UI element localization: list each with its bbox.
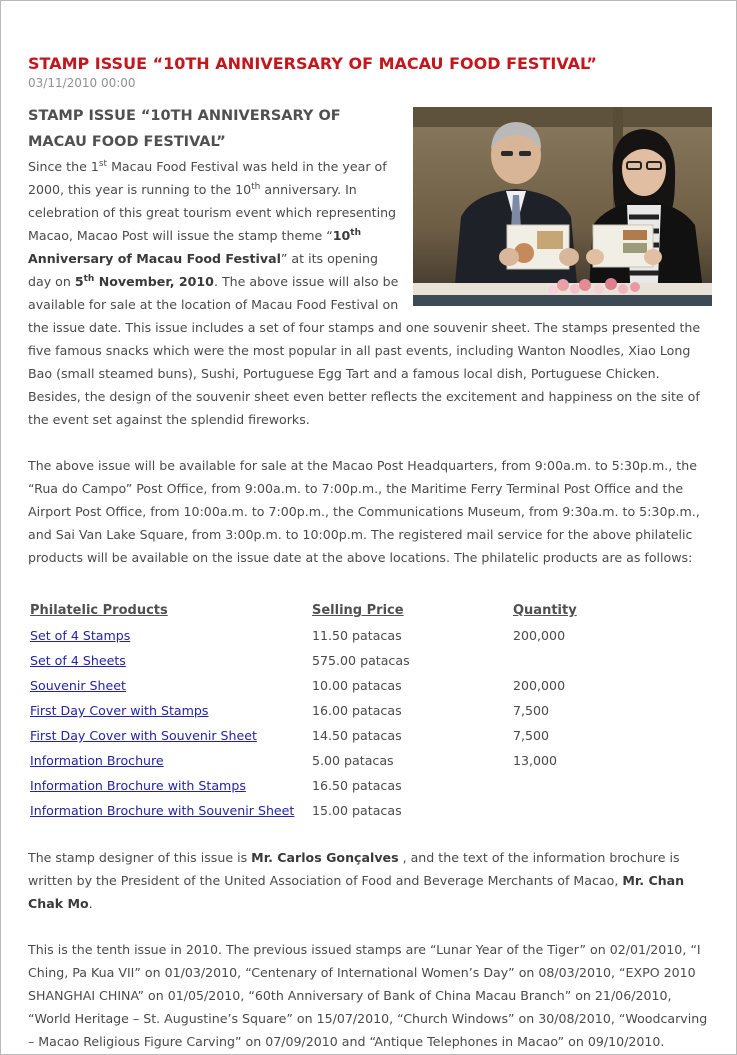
quantity-cell: 200,000: [513, 628, 566, 643]
quantity-cell: [513, 798, 693, 823]
product-link[interactable]: Information Brochure with Souvenir Sheet: [30, 803, 295, 818]
article: [28, 53, 712, 1053]
quantity-cell: 13,000: [513, 753, 558, 768]
press-conference-photo: [413, 107, 712, 306]
designer-text-2: , and the text of the information brochure is written by the President of the United Association of Food and Beverage Merchants of Macao,: [28, 850, 680, 888]
quantity-cell: 7,500: [513, 728, 550, 743]
intro-text-4: ” at its opening day on: [28, 251, 378, 289]
theme-name-text: Anniversary of Macau Food Festival: [28, 251, 281, 266]
article-body: [28, 103, 712, 1053]
header-quantity: Quantity: [513, 603, 577, 618]
intro-text-3: anniversary. In celebration of this great tourism event which representing Macao, Macao Post will issue the stamp theme “: [28, 182, 397, 243]
theme-name-number: 10: [332, 228, 351, 243]
table-row: [28, 773, 693, 798]
designer-text-3: .: [88, 896, 93, 911]
previous-issues-paragraph: This is the tenth issue in 2010. The previous issued stamps are “Lunar Year of the Tiger” on 02/01/2010, “I Ching, Pa Kua VII” on 01/03/2010, “Centenary of International Women’s Day” on 08/03/2010, “EXPO 2010 SHANGHAI CHINA” on 01/05/2010, “60th Anniversary of Bank of China Macau Branch” on 21/06/2010, “World Heritage – St. Augustine’s Square” on 15/07/2010, “Church Windows” on 30/08/2010, “Woodcarving – Macao Religious Figure Carving” on 07/09/2010 and “Antique Telephones in Macao” on 09/10/2010.: [28, 942, 708, 1049]
product-link[interactable]: Souvenir Sheet: [30, 678, 126, 693]
quantity-cell: 7,500: [513, 703, 550, 718]
product-link[interactable]: First Day Cover with Stamps: [30, 703, 209, 718]
product-link[interactable]: Information Brochure: [30, 753, 164, 768]
table-row: [28, 748, 693, 773]
intro-text-5: . The above issue will also be available for sale at the location of Macau Food Festival on the issue date. This issue includes a set of four stamps and one souvenir sheet. The stamps presented the five famous snacks which were the most popular in all past events, including Wanton Noodles, Xiao Long Bao (small steamed buns), Sushi, Portuguese Egg Tart and a famous local dish, Portuguese Chicken. Besides, the design of the souvenir sheet even better reflects the excitement and happiness on the site of the event set against the splendid fireworks.: [28, 274, 701, 427]
issue-date-sup: th: [83, 273, 95, 284]
issue-date-month: November, 2010: [94, 274, 214, 289]
designer-paragraph: [28, 846, 712, 915]
price-cell: 16.00 patacas: [312, 703, 402, 718]
brochure-author-name: Mr. Chan Chak Mo: [28, 873, 685, 911]
price-cell: 575.00 patacas: [312, 653, 410, 668]
theme-name-sup: th: [350, 227, 361, 238]
product-link[interactable]: Set of 4 Stamps: [30, 628, 131, 643]
table-row: [28, 798, 693, 823]
photo-illustration: [413, 107, 712, 306]
issue-date-day: 5: [74, 274, 84, 289]
philatelic-products-table: [28, 598, 693, 823]
price-cell: 15.00 patacas: [312, 803, 402, 818]
table-row: [28, 723, 693, 748]
table-row: [28, 673, 693, 698]
product-link[interactable]: First Day Cover with Souvenir Sheet: [30, 728, 257, 743]
sale-locations-paragraph: The above issue will be available for sale at the Macao Post Headquarters, from 9:00a.m. to 5:30p.m., the “Rua do Campo” Post Office, from 9:00a.m. to 7:00p.m., the Maritime Ferry Terminal Post Office and the Airport Post Office, from 10:00a.m. to 7:00p.m., the Communications Museum, from 9:30a.m. to 5:30p.m., and Sai Van Lake Square, from 3:00p.m. to 10:00p.m. The registered mail service for the above philatelic products will be available on the issue date at the above locations. The philatelic products are as follows:: [28, 458, 700, 565]
designer-text-1: The stamp designer of this issue is: [28, 850, 252, 865]
designer-name: Mr. Carlos Gonçalves: [251, 850, 399, 865]
product-link[interactable]: Set of 4 Sheets: [30, 653, 126, 668]
page-title: STAMP ISSUE “10TH ANNIVERSARY OF MACAU FOOD FESTIVAL”: [28, 54, 597, 73]
price-cell: 10.00 patacas: [312, 678, 402, 693]
intro-sup-2: th: [251, 181, 261, 192]
issue-date: [75, 274, 214, 289]
price-cell: 16.50 patacas: [312, 778, 402, 793]
header-products: Philatelic Products: [30, 603, 168, 618]
intro-sup-1: st: [98, 158, 108, 169]
quantity-cell: [513, 648, 693, 673]
table-row: [28, 698, 693, 723]
quantity-cell: [513, 773, 693, 798]
table-header-row: [28, 598, 693, 623]
article-subheading: STAMP ISSUE “10TH ANNIVERSARY OF MACAU FOOD FESTIVAL”: [28, 108, 341, 150]
table-row: [28, 623, 693, 648]
table-row: [28, 648, 693, 673]
price-cell: 14.50 patacas: [312, 728, 402, 743]
price-cell: 5.00 patacas: [312, 753, 394, 768]
product-link[interactable]: Information Brochure with Stamps: [30, 778, 246, 793]
publish-date: 03/11/2010 00:00: [28, 76, 136, 90]
quantity-cell: 200,000: [513, 678, 566, 693]
intro-text-1: Since the 1: [28, 159, 99, 174]
header-price: Selling Price: [312, 603, 404, 618]
price-cell: 11.50 patacas: [312, 628, 402, 643]
intro-text-2: Macau Food Festival was held in the year of 2000, this year is running to the 10: [28, 159, 387, 197]
